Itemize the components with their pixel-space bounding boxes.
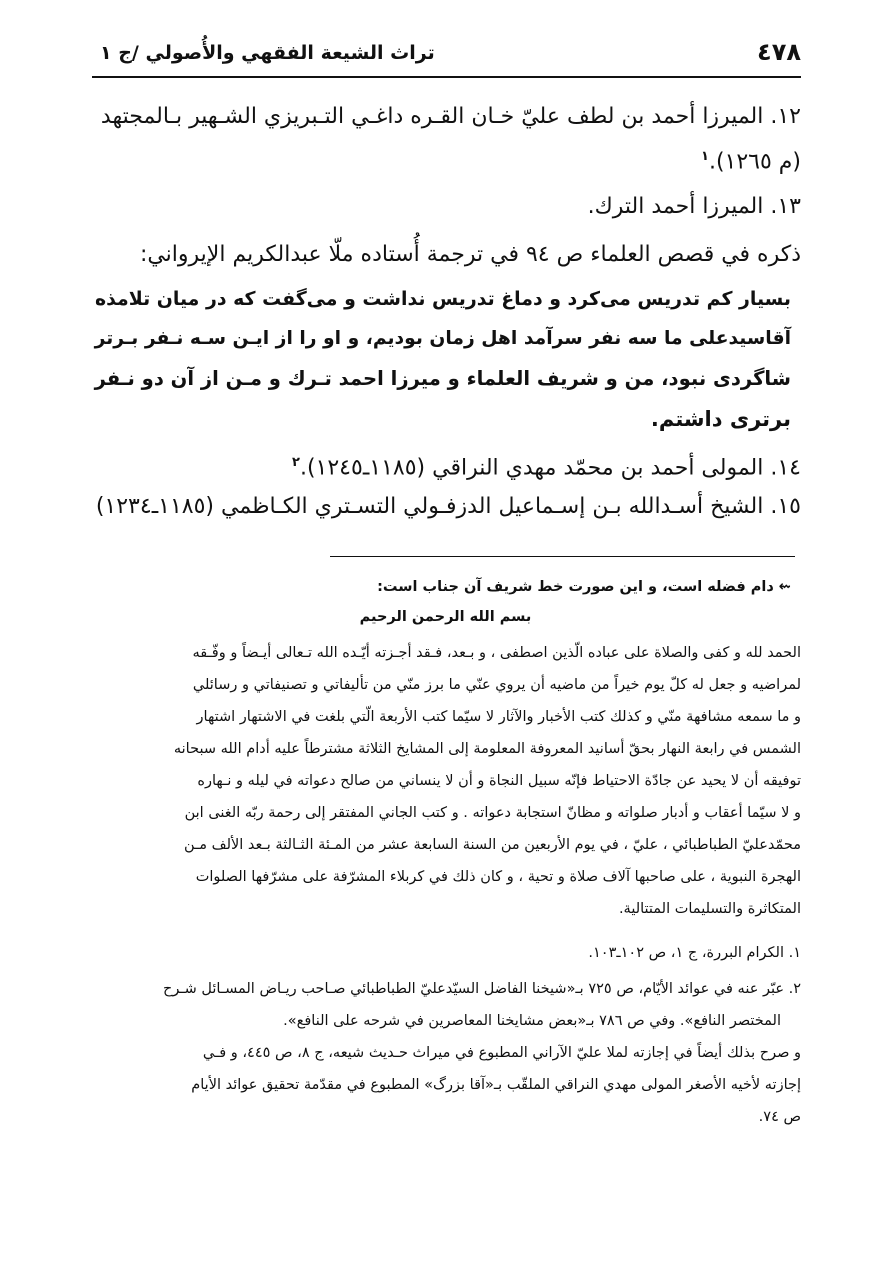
basmala: بسم الله الرحمن الرحيم — [359, 609, 532, 625]
source-intro: ذكره في قصص العلماء ص ٩٤ في ترجمة أُستاده ملّا عبدالكريم الإيرواني: — [139, 242, 801, 267]
footnote-2-line-4: إجازته لأخيه الأصغر المولى مهدي النراقي الملقّب بـ«آقا بزرگ» المطبوع في مقدّمة تحقيق عوائد الأيام — [191, 1077, 801, 1093]
item-12-date: (م ١٢٦٥). — [708, 149, 801, 175]
footnote-1: ١. الكرام البررة، ج ١، ص ١٠٢ـ١٠٣. — [588, 945, 801, 961]
footnote-ref-2[interactable]: ٢ — [292, 455, 300, 470]
page-number: ٤٧٨ — [757, 38, 801, 66]
persian-quote-line-4: برترى داشتم. — [650, 407, 791, 431]
ijaza-line-3: و ما سمعه مشافهة منّي و كذلك كتب الأخبار والآثار لا سيّما كتب الأربعة الّتي بلغت في الاشتهار اشتهار — [196, 709, 801, 725]
persian-quote-line-3: شاگردى نبود، من و شريف العلماء و ميرزا احمد تـرك و مـن از آن دو نـفر — [94, 367, 791, 390]
ijaza-line-9: المتكاثرة والتسليمات المتتالية. — [618, 901, 801, 917]
item-12-line-1: ١٢. الميرزا أحمد بن لطف عليّ خـان القـره داغـي التـبريزي الشـهير بـالمجتهد — [100, 104, 801, 129]
ijaza-line-1: الحمد لله و كفى والصلاة على عباده الّذين اصطفى ، و بـعد، فـقد أجـزته أيّـده الله تـعالى أيـضاً و وفّـقه — [192, 645, 801, 661]
header-divider — [92, 76, 801, 78]
item-14 — [292, 446, 801, 485]
ijaza-line-8: الهجرة النبوية ، على صاحبها آلاف صلاة و تحية ، و كان ذلك في كربلاء المشرّفة على مشرّفها الصلوات — [195, 869, 801, 885]
footnote-2-line-3: و صرح بذلك أيضاً في إجازته لملا عليّ الآراني المطبوع في ميراث حـديث شيعه، ج ٨، ص ٤٤٥، و فـي — [202, 1045, 801, 1061]
footnote-2-line-2: المختصر النافع». وفي ص ٧٨٦ بـ«بعض مشايخنا المعاصرين في شرحه على النافع». — [283, 1013, 781, 1029]
footnote-2-line-1: ٢. عبّر عنه في عوائد الأيّام، ص ٧٢٥ بـ«شيخنا الفاضل السيّدعليّ الطباطبائي صـاحب ريـاض المسـائل شـرح — [163, 981, 801, 997]
item-12-line-2 — [701, 140, 801, 179]
footnote-continuation: ⇜ دام فضله است، و اين صورت خط شريف آن جناب است: — [377, 579, 791, 595]
persian-quote-line-2: آقاسيدعلى ما سه نفر سرآمد اهل زمان بوديم، و او را از ايـن سـه نـفر بـرتر — [94, 328, 791, 349]
footnote-2-line-5: ص ٧٤. — [758, 1109, 801, 1125]
running-title: تراث الشيعة الفقهي والأُصولي /ج ١ — [100, 42, 435, 64]
ijaza-line-4: الشمس في رابعة النهار بحقّ أسانيد المعروفة المعلومة إلى المشايخ الثلاثة مشترطاً عليه أدام الله سبحانه — [173, 741, 801, 757]
footnotes-divider — [330, 556, 795, 557]
ijaza-line-2: لمراضيه و جعل له كلّ يوم خيراً من ماضيه أن يروي عنّي ما برز منّي من تأليفاتي و تصنيفاتي و رسائلي — [192, 677, 801, 693]
ijaza-line-7: محمّدعليّ الطباطبائي ، عليّ ، في يوم الأربعين من السنة السابعة عشر من المـئة الثـالثة بـعد الألف مـن — [183, 837, 801, 853]
item-13: ١٣. الميرزا أحمد الترك. — [587, 194, 801, 219]
persian-quote-line-1: بسيار كم تدريس مى‌كرد و دماغ تدريس نداشت و مى‌گفت كه در ميان تلامذه — [94, 288, 791, 310]
ijaza-line-6: و لا سيّما أعقاب و أدبار صلواته و مظانّ استجابة دعواته . و كتب الجاني المفتقر إلى رحمة ربّه الغنى ابن — [184, 805, 801, 821]
footnote-ref-1[interactable]: ١ — [701, 149, 709, 164]
item-14-text: ١٤. المولى أحمد بن محمّد مهدي النراقي (١١٨٥ـ١٢٤٥). — [299, 455, 801, 481]
item-15: ١٥. الشيخ أسـدالله بـن إسـماعيل الدزفـولي التسـتري الكـاظمي (١١٨٥ـ١٢٣٤) — [95, 494, 801, 519]
page-header — [100, 28, 801, 70]
ijaza-line-5: توفيقه أن لا يحيد عن جادّة الاحتياط فإنّه سبيل النجاة و أن لا ينساني من صالح دعواته في ليله و نـهاره — [197, 773, 801, 789]
